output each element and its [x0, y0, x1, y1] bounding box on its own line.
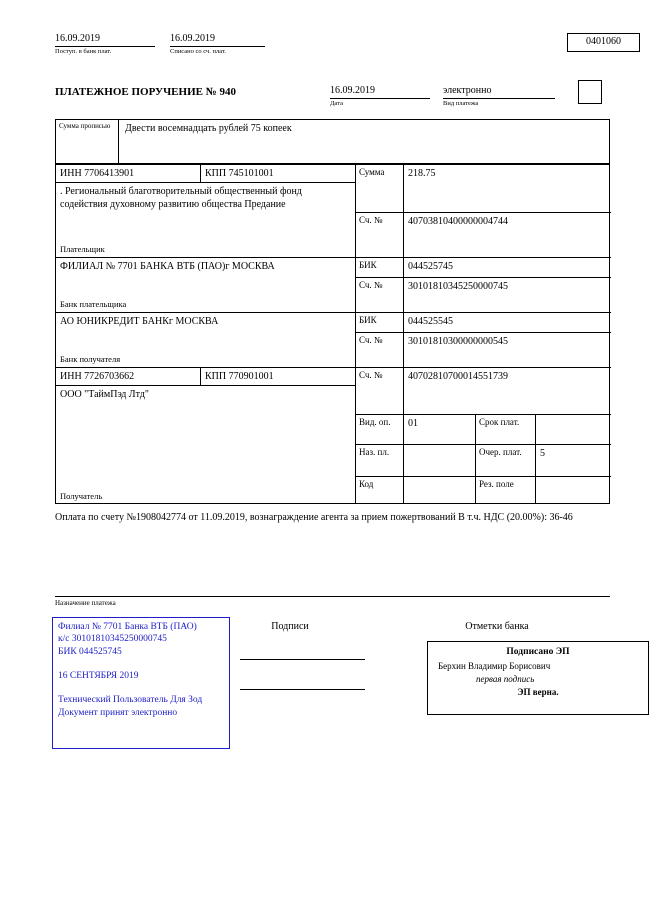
- bank-marks-heading: Отметки банка: [465, 621, 529, 632]
- payer-bank-caption: Банк плательщика: [60, 298, 127, 309]
- payee-cell: [56, 386, 356, 504]
- operation-type-value: 01: [404, 415, 476, 445]
- stamp-line: Филиал № 7701 Банка ВТБ (ПАО): [58, 622, 197, 632]
- sum-value: 218.75: [404, 165, 611, 213]
- header-row: [55, 85, 660, 107]
- stamp-line: 16 СЕНТЯБРЯ 2019: [58, 671, 139, 682]
- code-label: Код: [356, 477, 404, 503]
- payment-term-label: Срок плат.: [476, 415, 536, 445]
- stamp-line: [58, 682, 224, 694]
- debited-date-value: 16.09.2019: [170, 33, 265, 47]
- code-value: [404, 477, 476, 503]
- payee-bank-bik-label: БИК: [356, 313, 404, 333]
- payer-cell: [56, 183, 356, 258]
- esign-title: Подписано ЭП: [506, 647, 570, 657]
- stamp-line: к/с 30101810345250000745: [58, 634, 167, 645]
- payment-kind-field: [443, 85, 555, 107]
- operation-type-label: Вид. оп.: [356, 415, 404, 445]
- payer-account-value: 40703810400000004744: [404, 213, 611, 258]
- payee-bank-account-label: Сч. №: [356, 333, 404, 368]
- purpose-code-label: Наз. пл.: [356, 445, 404, 477]
- payment-purpose-caption: Назначение платежа: [55, 599, 116, 607]
- payer-kpp-cell: КПП 745101001: [201, 165, 356, 183]
- received-date-field: [55, 33, 155, 55]
- payee-bank-bik-value: 044525545: [404, 313, 611, 333]
- payer-inn-cell: ИНН 7706413901: [56, 165, 201, 183]
- signature-line: [240, 689, 365, 690]
- stamp-line: Документ принят электронно: [58, 707, 178, 718]
- payer-caption: Плательщик: [60, 243, 105, 254]
- payee-bank-caption: Банк получателя: [60, 353, 121, 364]
- payee-name: ООО "ТаймПэд Лтд": [60, 389, 149, 400]
- payee-caption: Получатель: [60, 490, 103, 501]
- debited-date-label: Списано со сч. плат.: [170, 48, 226, 55]
- payer-bank-bik-label: БИК: [356, 258, 404, 278]
- priority-value: 5: [536, 445, 611, 477]
- payment-kind-value: электронно: [443, 85, 555, 99]
- payee-inn-cell: ИНН 7726703662: [56, 368, 201, 386]
- debited-date-field: [170, 33, 265, 55]
- payer-bank-account-value: 30101810345250000745: [404, 278, 611, 313]
- purpose-code-value: [404, 445, 476, 477]
- payment-term-value: [536, 415, 611, 445]
- payer-bank-name: ФИЛИАЛ № 7701 БАНКА ВТБ (ПАО)г МОСКВА: [60, 261, 275, 272]
- reserve-field-value: [536, 477, 611, 503]
- payment-kind-label: Вид платежа: [443, 100, 479, 107]
- payment-purpose-text: Оплата по счету №1908042774 от 11.09.2019, вознаграждение агента за прием пожертвований В т.ч. НДС (20.00%): 36-46: [55, 504, 610, 597]
- amount-in-words-row: [55, 119, 610, 164]
- payee-bank-name: АО ЮНИКРЕДИТ БАНКг МОСКВА: [60, 316, 219, 327]
- payer-bank-cell: [56, 258, 356, 313]
- document-date-value: 16.09.2019: [330, 85, 430, 99]
- footer-section: [55, 613, 660, 783]
- priority-label: Очер. плат.: [476, 445, 536, 477]
- document-date-label: Дата: [330, 100, 343, 107]
- signature-line: [240, 659, 365, 660]
- stamp-line: [58, 658, 224, 670]
- esign-verified: ЭП верна.: [517, 686, 559, 697]
- esign-role: первая подпись: [476, 673, 535, 684]
- payer-bank-bik-value: 044525745: [404, 258, 611, 278]
- received-date-value: 16.09.2019: [55, 33, 155, 47]
- esign-name: Берхин Владимир Борисович: [438, 660, 551, 671]
- stamp-line: Технический Пользователь Для Зод: [58, 695, 203, 706]
- header-empty-box: [578, 80, 602, 104]
- payee-bank-cell: [56, 313, 356, 368]
- amount-in-words-value: Двести восемнадцать рублей 75 копеек: [125, 123, 292, 134]
- received-date-label: Поступ. в банк плат.: [55, 48, 112, 55]
- signatures-heading: Подписи: [271, 621, 309, 632]
- amount-in-words-label: Сумма прописью: [56, 120, 119, 163]
- document-title: ПЛАТЕЖНОЕ ПОРУЧЕНИЕ № 940: [55, 86, 237, 98]
- payee-bank-account-value: 30101810300000000545: [404, 333, 611, 368]
- payer-account-label: Сч. №: [356, 213, 404, 258]
- stamp-line: БИК 044525745: [58, 646, 122, 657]
- reserve-field-label: Рез. поле: [476, 477, 536, 503]
- requisites-table: [55, 164, 610, 504]
- form-code-box: 0401060: [567, 33, 640, 52]
- bank-blue-stamp: [52, 617, 230, 749]
- payee-kpp-cell: КПП 770901001: [201, 368, 356, 386]
- electronic-signature-stamp: [427, 641, 649, 715]
- payer-name: . Региональный благотворительный общественный фонд содействия духовному развитию общества Предание: [60, 186, 302, 210]
- sum-label: Сумма: [356, 165, 404, 213]
- payee-account-value: 40702810700014551739: [404, 368, 611, 415]
- payee-account-label: Сч. №: [356, 368, 404, 415]
- payer-bank-account-label: Сч. №: [356, 278, 404, 313]
- document-date-field: [330, 85, 430, 107]
